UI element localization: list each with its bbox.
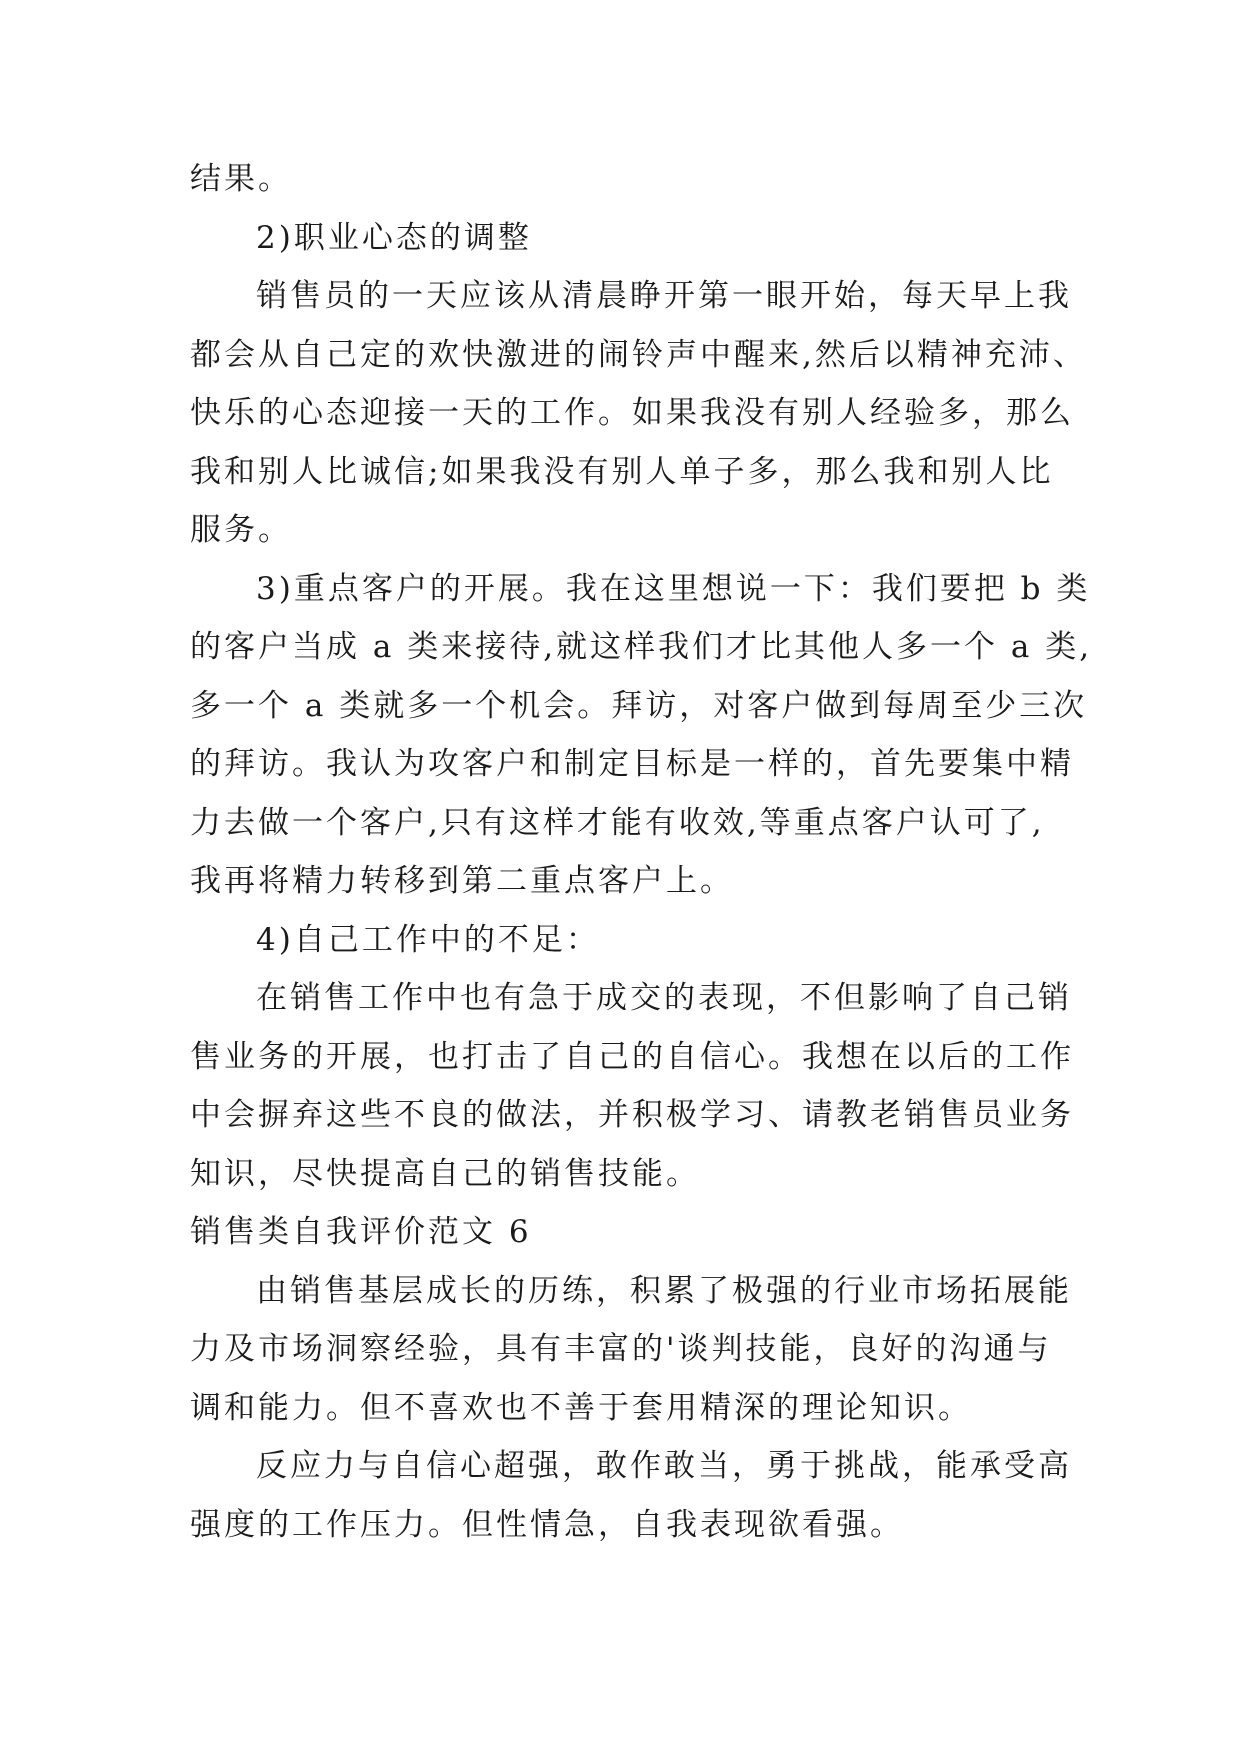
text-line: 由销售基层成长的历练，积累了极强的行业市场拓展能	[256, 1272, 1072, 1309]
text-line: 2)职业心态的调整	[256, 219, 532, 256]
document-page	[190, 150, 1093, 1554]
text-line: 快乐的心态迎接一天的工作。如果我没有别人经验多，那么	[190, 395, 1074, 431]
text-line: 力及市场洞察经验，具有丰富的'谈判技能，良好的沟通与	[190, 1331, 1052, 1367]
text-line: 调和能力。但不喜欢也不善于套用精深的理论知识。	[190, 1389, 972, 1426]
text-line: 知识，尽快提高自己的销售技能。	[190, 1155, 700, 1192]
text-line: 4)自己工作中的不足：	[256, 921, 600, 958]
text-line: 结果。	[190, 161, 292, 197]
text-line: 我和别人比诚信;如果我没有别人单子多，那么我和别人比	[190, 453, 1054, 490]
text-line: 我再将精力转移到第二重点客户上。	[190, 863, 734, 899]
section-heading: 销售类自我评价范文 6	[190, 1214, 532, 1250]
text-line: 多一个 a 类就多一个机会。拜访，对客户做到每周至少三次	[190, 687, 1088, 724]
text-line: 力去做一个客户,只有这样才能有收效,等重点客户认可了,	[190, 804, 1045, 841]
text-line: 中会摒弃这些不良的做法，并积极学习、请教老销售员业务	[190, 1097, 1074, 1133]
text-line: 售业务的开展，也打击了自己的自信心。我想在以后的工作	[190, 1038, 1074, 1075]
text-line: 的客户当成 a 类来接待,就这样我们才比其他人多一个 a 类,	[190, 629, 1093, 665]
text-line: 的拜访。我认为攻客户和制定目标是一样的，首先要集中精	[190, 746, 1074, 782]
text-line: 销售员的一天应该从清晨睁开第一眼开始，每天早上我	[256, 278, 1072, 314]
text-line: 服务。	[190, 512, 292, 548]
text-line: 强度的工作压力。但性情急，自我表现欲看强。	[190, 1506, 904, 1543]
text-line: 都会从自己定的欢快激进的闹铃声中醒来,然后以精神充沛、	[190, 336, 1087, 373]
text-line: 3)重点客户的开展。我在这里想说一下：我们要把 b 类	[256, 570, 1091, 607]
text-line: 在销售工作中也有急于成交的表现，不但影响了自己销	[256, 980, 1072, 1016]
text-line: 反应力与自信心超强，敢作敢当，勇于挑战，能承受高	[256, 1448, 1072, 1484]
